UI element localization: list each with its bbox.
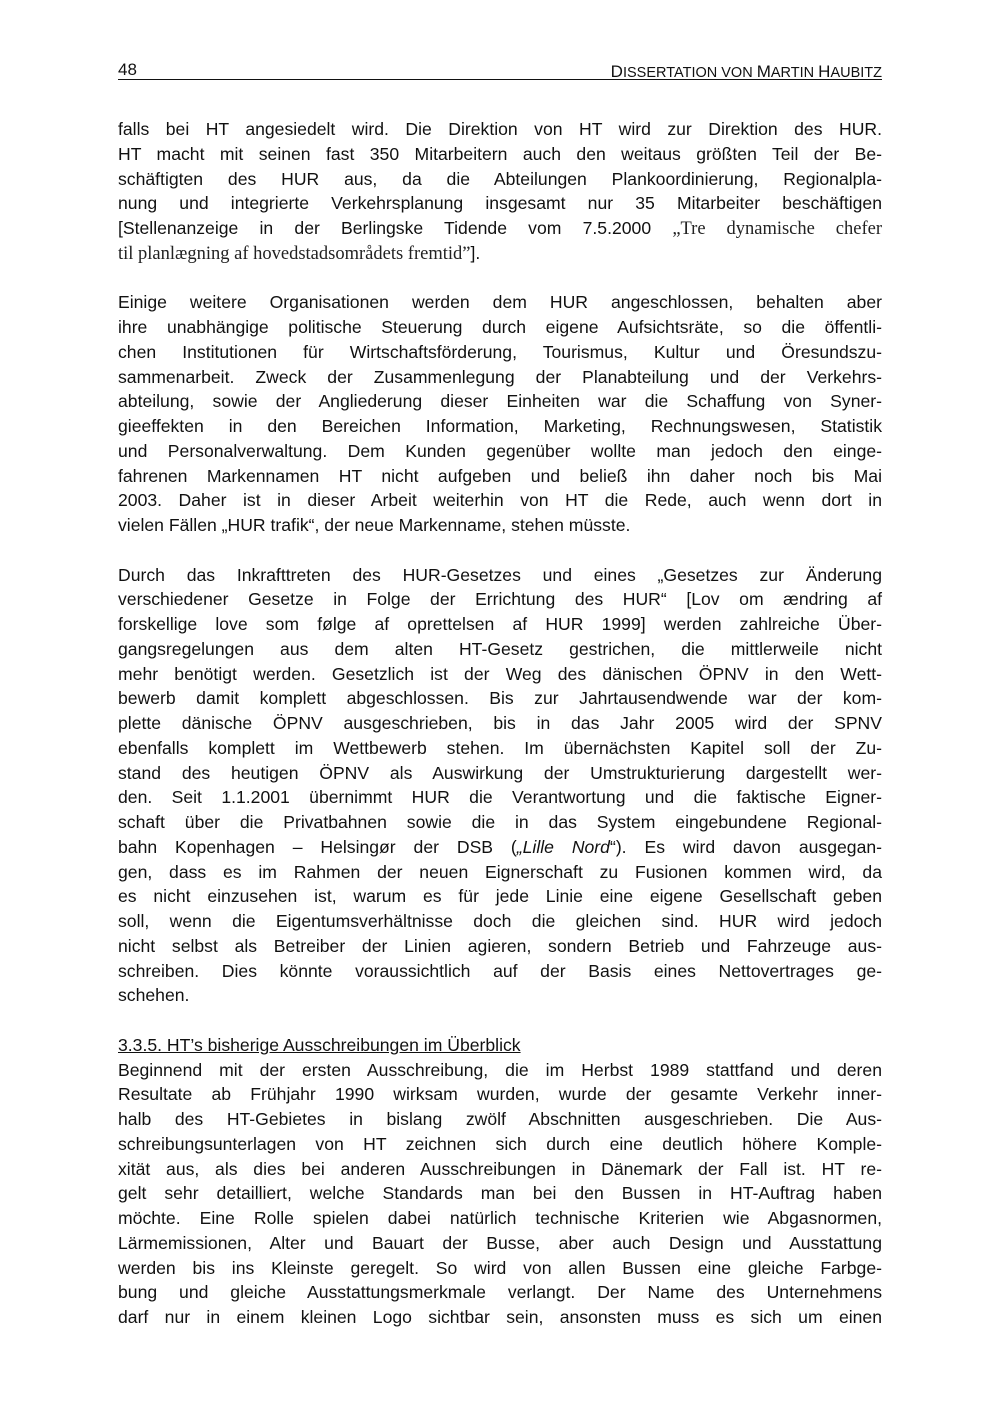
page-header xyxy=(118,58,882,80)
section-heading: 3.3.5. HT’s bisherige Ausschreibungen im Überblick xyxy=(118,1034,521,1055)
paragraph-2 xyxy=(118,290,882,538)
running-title-part: D xyxy=(610,62,623,81)
text-line: gelt sehr detailliert, welche Standards man bei den Bussen in HT-Auftrag haben xyxy=(118,1183,882,1204)
text-line xyxy=(118,216,882,241)
text-line: xität aus, als dies bei anderen Ausschreibungen in Dänemark der Fall ist. HT re- xyxy=(118,1158,882,1179)
text-line: schreibungsunterlagen von HT zeichnen sich durch eine deutlich höhere Komple- xyxy=(118,1133,882,1154)
text-line: Beginnend mit der ersten Ausschreibung, die im Herbst 1989 stattfand und deren xyxy=(118,1059,882,1080)
text-line: darf nur in einem kleinen Logo sichtbar sein, ansonsten muss es sich um einen xyxy=(118,1307,882,1327)
text-line: falls bei HT angesiedelt wird. Die Direktion von HT wird zur Direktion des HUR. xyxy=(118,119,882,139)
text-line: schäftigten des HUR aus, da die Abteilungen Plankoordinierung, Regionalpla- xyxy=(118,168,882,189)
text-line xyxy=(118,835,882,860)
citation-text: [Stellenanzeige in der Berlingske Tidende vom 7.5.2000 xyxy=(118,218,673,238)
text-line: mehr benötigt werden. Gesetzlich ist der Weg des dänischen ÖPNV in den Wett- xyxy=(118,663,882,684)
text-line: ihre unabhängige politische Steuerung durch eigene Aufsichtsräte, so die öffentli- xyxy=(118,317,882,337)
text-line: ebenfalls komplett im Wettbewerb stehen. Im übernächsten Kapitel soll der Zu- xyxy=(118,737,882,758)
text-line: gen, dass es im Rahmen der neuen Eignerschaft zu Fusionen kommen wird, da xyxy=(118,861,882,882)
text-line: schehen. xyxy=(118,985,190,1006)
text-line: soll, wenn die Eigentumsverhältnisse doch die gleichen sind. HUR wird jedoch xyxy=(118,911,882,931)
running-title-part: AUBITZ xyxy=(830,65,882,81)
text-run: bahn Kopenhagen – Helsingør der DSB ( xyxy=(118,836,517,857)
text-line: Resultate ab Frühjahr 1990 wirksam wurden, wurde der gesamte Verkehr inner- xyxy=(118,1084,882,1105)
text-line: sammenarbeit. Zweck der Zusammenlegung der Planabteilung und der Verkehrs- xyxy=(118,366,882,387)
text-line: 2003. Daher ist in dieser Arbeit weiterhin von HT die Rede, auch wenn dort in xyxy=(118,490,882,511)
text-line: möchte. Eine Rolle spielen dabei natürlich technische Kriterien wie Abgasnormen, xyxy=(118,1208,882,1228)
text-line xyxy=(118,241,882,266)
page-number: 48 xyxy=(118,60,137,79)
danish-quote: „Tre dynamische chefer xyxy=(672,219,882,239)
section-3-3-5 xyxy=(118,1033,882,1330)
page-body xyxy=(118,117,882,1330)
running-title xyxy=(611,62,882,82)
text-line: Durch das Inkrafttreten des HUR-Gesetzes und eines „Gesetzes zur Änderung xyxy=(118,564,882,585)
text-line: und Personalverwaltung. Dem Kunden gegenüber wollte man jedoch den einge- xyxy=(118,440,882,461)
text-line: bung und gleiche Ausstattungsmerkmale verlangt. Der Name des Unternehmens xyxy=(118,1282,882,1303)
text-line: es nicht einzusehen ist, warum es für jede Linie eine eigene Gesellschaft geben xyxy=(118,886,882,907)
text-line: schaft über die Privatbahnen sowie die in das System eingebundene Regional- xyxy=(118,812,882,832)
text-line: forskellige love som følge af oprettelsen af HUR 1999] werden zahlreiche Über- xyxy=(118,614,882,634)
paragraph-1 xyxy=(118,117,882,266)
text-run: “). Es wird davon ausgegan- xyxy=(609,836,882,857)
text-line: Einige weitere Organisationen werden dem HUR angeschlossen, behalten aber xyxy=(118,292,882,313)
running-title-part: ARTIN xyxy=(770,65,819,81)
text-line: nicht selbst als Betreiber der Linien agieren, sondern Betrieb und Fahrzeuge aus- xyxy=(118,935,882,956)
text-line: halb des HT-Gebietes in bislang zwölf Abschnitten ausgeschrieben. Die Aus- xyxy=(118,1109,882,1129)
text-line: stand des heutigen ÖPNV als Auswirkung der Umstrukturierung dargestellt wer- xyxy=(118,762,882,783)
paragraph-3 xyxy=(118,563,882,1009)
italic-name: „Lille Nord xyxy=(516,836,610,857)
text-line: gangsregelungen aus dem alten HT-Gesetz gestrichen, die mittlerweile nicht xyxy=(118,638,882,659)
text-line: nung und integrierte Verkehrsplanung insgesamt nur 35 Mitarbeiter beschäftigen xyxy=(118,193,882,214)
text-line: gieeffekten in den Bereichen Information, Marketing, Rechnungswesen, Statistik xyxy=(118,416,882,436)
text-line: vielen Fällen „HUR trafik“, der neue Markenname, stehen müsste. xyxy=(118,515,631,535)
danish-quote: til planlægning af hovedstadsområdets fremtid” xyxy=(118,243,471,264)
text-line: den. Seit 1.1.2001 übernimmt HUR die Verantwortung und die faktische Eigner- xyxy=(118,787,882,808)
text-line: chen Institutionen für Wirtschaftsförderung, Tourismus, Kultur und Öresundszu- xyxy=(118,341,882,362)
text-line: fahrenen Markennamen HT nicht aufgeben und beließ ihn daher noch bis Mai xyxy=(118,465,882,486)
citation-close: ]. xyxy=(470,242,481,263)
text-line: Lärmemissionen, Alter und Bauart der Busse, aber auch Design und Ausstattung xyxy=(118,1232,882,1253)
text-line: abteilung, sowie der Angliederung dieser Einheiten war die Schaffung von Syner- xyxy=(118,391,882,412)
running-title-part: M xyxy=(756,62,771,81)
running-title-part: H xyxy=(818,62,831,81)
text-line: bewerb damit komplett abgeschlossen. Bis zur Jahrtausendwende war der kom- xyxy=(118,688,882,709)
text-line: werden bis ins Kleinste geregelt. So wird von allen Bussen eine gleiche Farbge- xyxy=(118,1257,882,1278)
text-line: verschiedener Gesetze in Folge der Errichtung des HUR“ [Lov om ændring af xyxy=(118,589,882,610)
text-line: HT macht mit seinen fast 350 Mitarbeitern auch den weitaus größten Teil der Be- xyxy=(118,143,882,164)
text-line: schreiben. Dies könnte voraussichtlich auf der Basis eines Nettovertrages ge- xyxy=(118,960,882,981)
text-line: plette dänische ÖPNV ausgeschrieben, bis in das Jahr 2005 wird der SPNV xyxy=(118,713,882,733)
running-title-part: ISSERTATION VON xyxy=(622,65,757,81)
